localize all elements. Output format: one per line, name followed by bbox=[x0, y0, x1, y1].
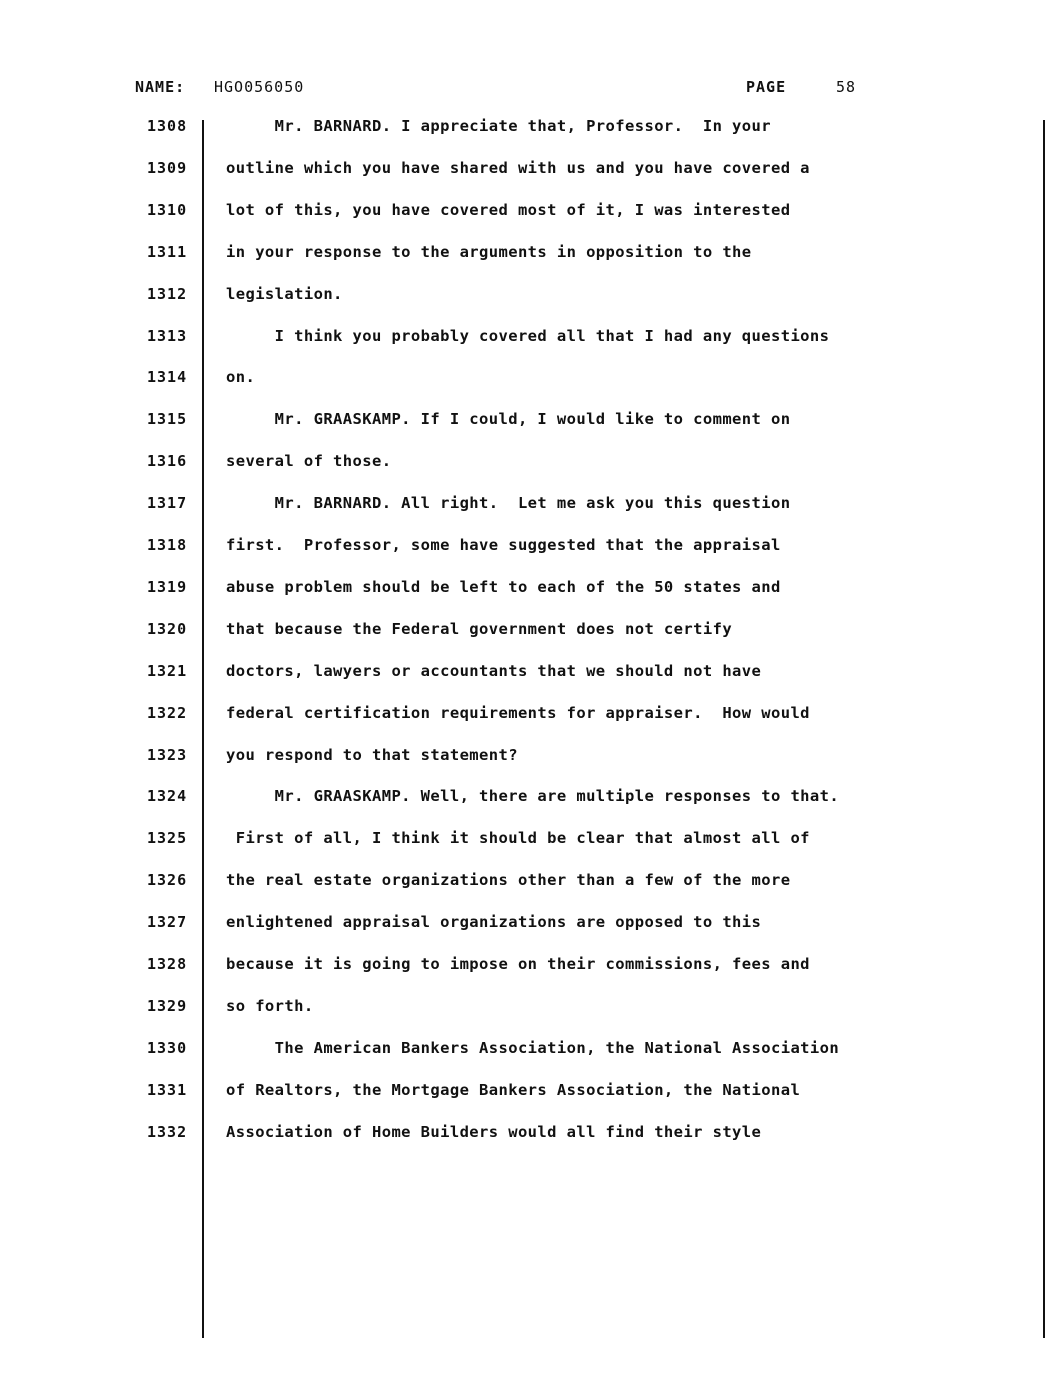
line-number: 1318 bbox=[147, 536, 188, 554]
line-number: 1325 bbox=[147, 829, 188, 848]
transcript-line bbox=[0, 829, 1064, 857]
line-text: you respond to that statement? bbox=[226, 745, 518, 764]
transcript-line bbox=[0, 117, 1064, 145]
line-number: 1328 bbox=[147, 955, 188, 973]
transcript-line bbox=[0, 243, 1064, 271]
transcript-line bbox=[0, 787, 1064, 815]
line-text: First of all, I think it should be clear that almost all of bbox=[226, 829, 810, 848]
line-text: legislation. bbox=[226, 284, 343, 303]
transcript-line bbox=[0, 620, 1064, 648]
page-label: PAGE bbox=[746, 78, 787, 96]
line-text: abuse problem should be left to each of the 50 states and bbox=[226, 577, 781, 596]
transcript-line bbox=[0, 955, 1064, 983]
line-text: lot of this, you have covered most of it, I was interested bbox=[226, 200, 791, 219]
document-id: HGO056050 bbox=[214, 78, 305, 96]
line-text: first. Professor, some have suggested that the appraisal bbox=[226, 536, 781, 554]
line-number: 1324 bbox=[147, 787, 188, 806]
line-text: the real estate organizations other than a few of the more bbox=[226, 871, 791, 890]
line-text: federal certification requirements for appraiser. How would bbox=[226, 703, 810, 722]
transcript-line bbox=[0, 1039, 1064, 1067]
transcript-line bbox=[0, 1081, 1064, 1109]
line-number: 1332 bbox=[147, 1122, 188, 1141]
line-text: outline which you have shared with us and you have covered a bbox=[226, 158, 810, 177]
transcript-line bbox=[0, 704, 1064, 732]
page-header bbox=[0, 78, 1064, 102]
line-number: 1330 bbox=[147, 1038, 188, 1057]
transcript-line bbox=[0, 201, 1064, 229]
line-text: Mr. GRAASKAMP. Well, there are multiple responses to that. bbox=[226, 787, 840, 806]
line-text: several of those. bbox=[226, 452, 392, 471]
line-text: The American Bankers Association, the National Association bbox=[226, 1038, 840, 1057]
transcript-line bbox=[0, 578, 1064, 606]
line-number: 1309 bbox=[147, 158, 188, 177]
transcript-line bbox=[0, 1123, 1064, 1151]
line-text: in your response to the arguments in opposition to the bbox=[226, 242, 752, 261]
line-number: 1315 bbox=[147, 410, 188, 429]
line-number: 1308 bbox=[147, 117, 188, 135]
line-number: 1329 bbox=[147, 996, 188, 1015]
line-text: that because the Federal government does not certify bbox=[226, 619, 733, 638]
line-number: 1326 bbox=[147, 871, 188, 890]
transcript-line bbox=[0, 871, 1064, 899]
line-number: 1331 bbox=[147, 1080, 188, 1099]
line-number: 1314 bbox=[147, 368, 188, 387]
page-number: 58 bbox=[836, 78, 857, 96]
transcript-line bbox=[0, 913, 1064, 941]
transcript-line bbox=[0, 159, 1064, 187]
line-number: 1321 bbox=[147, 661, 188, 680]
transcript-line bbox=[0, 285, 1064, 313]
transcript-line bbox=[0, 327, 1064, 355]
line-number: 1311 bbox=[147, 242, 188, 261]
line-number: 1312 bbox=[147, 284, 188, 303]
transcript-line bbox=[0, 494, 1064, 522]
line-text: Mr. BARNARD. All right. Let me ask you this question bbox=[226, 494, 791, 513]
line-text: enlightened appraisal organizations are opposed to this bbox=[226, 913, 762, 932]
line-number: 1327 bbox=[147, 913, 188, 932]
line-number: 1323 bbox=[147, 745, 188, 764]
line-text: because it is going to impose on their commissions, fees and bbox=[226, 955, 810, 973]
line-text: Mr. BARNARD. I appreciate that, Professor. In your bbox=[226, 117, 771, 135]
line-number: 1317 bbox=[147, 494, 188, 513]
line-number: 1310 bbox=[147, 200, 188, 219]
transcript-line bbox=[0, 536, 1064, 564]
line-text: doctors, lawyers or accountants that we should not have bbox=[226, 661, 762, 680]
line-text: so forth. bbox=[226, 996, 314, 1015]
transcript-line bbox=[0, 368, 1064, 396]
line-text: Association of Home Builders would all find their style bbox=[226, 1122, 762, 1141]
line-number: 1322 bbox=[147, 703, 188, 722]
line-number: 1320 bbox=[147, 619, 188, 638]
line-number: 1313 bbox=[147, 326, 188, 345]
line-text: I think you probably covered all that I had any questions bbox=[226, 326, 830, 345]
transcript-line bbox=[0, 997, 1064, 1025]
transcript-line bbox=[0, 410, 1064, 438]
line-text: on. bbox=[226, 368, 256, 387]
transcript-line bbox=[0, 452, 1064, 480]
line-number: 1319 bbox=[147, 577, 188, 596]
name-label: NAME: bbox=[135, 78, 186, 96]
line-text: Mr. GRAASKAMP. If I could, I would like to comment on bbox=[226, 410, 791, 429]
line-text: of Realtors, the Mortgage Bankers Association, the National bbox=[226, 1080, 801, 1099]
transcript-line bbox=[0, 662, 1064, 690]
transcript-line bbox=[0, 746, 1064, 774]
line-number: 1316 bbox=[147, 452, 188, 471]
